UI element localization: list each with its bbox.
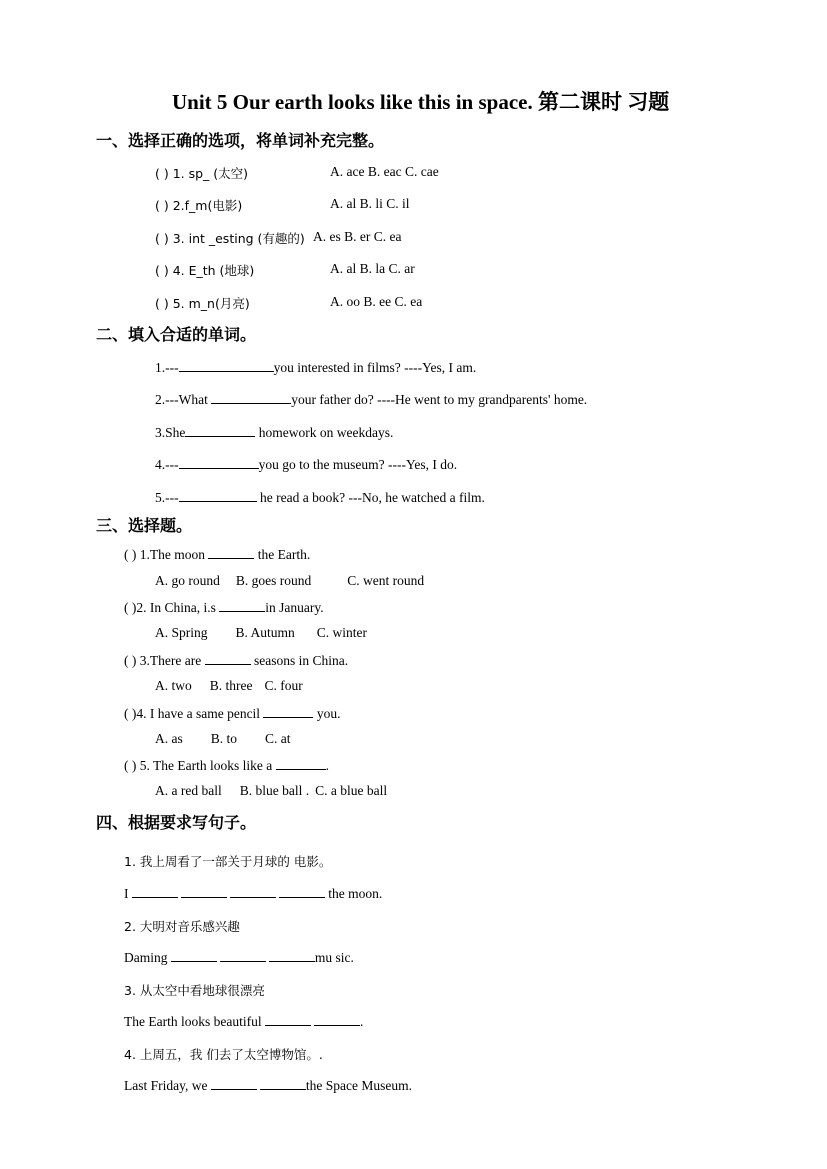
section-4-heading: 四、根据要求写句子。	[96, 813, 257, 832]
answer-blank[interactable]	[211, 391, 291, 404]
s3-q2-options: A. Spring B. Autumn C. winter	[155, 625, 368, 640]
answer-blank[interactable]	[179, 489, 257, 502]
s4-q2-answer: Daming mu sic.	[124, 950, 354, 965]
answer-blank[interactable]	[132, 885, 178, 898]
s4-q4-chinese: 4. 上周五，我 们去了太空博物馆。.	[124, 1047, 323, 1062]
answer-blank[interactable]	[265, 1013, 311, 1026]
answer-blank[interactable]	[179, 359, 274, 372]
s2-item-5: 5.--- he read a book? ---No, he watched a film.	[155, 490, 485, 505]
answer-blank[interactable]	[181, 885, 227, 898]
s1-q2-options: A. al B. li C. il	[330, 196, 410, 211]
answer-blank[interactable]	[263, 705, 313, 718]
s2-item-1: 1.--- you interested in films? ----Yes, I am.	[155, 360, 477, 375]
answer-blank[interactable]	[208, 546, 254, 559]
s1-q5-options: A. oo B. ee C. ea	[330, 294, 423, 309]
s1-q5: ( ) 5. m_n(月亮)	[155, 296, 250, 311]
answer-blank[interactable]	[220, 949, 266, 962]
s3-q1: ( ) 1.The moon the Earth.	[124, 547, 311, 562]
s3-q1-options: A. go round B. goes round C. went round	[155, 573, 425, 588]
answer-blank[interactable]	[219, 599, 265, 612]
s3-q2: ( )2. In China, i.s in January.	[124, 600, 324, 615]
s3-q4: ( )4. I have a same pencil you.	[124, 706, 341, 721]
s4-q1-chinese: 1. 我上周看了一部关于月球的 电影。	[124, 854, 332, 869]
answer-blank[interactable]	[314, 1013, 360, 1026]
s1-q3-options: A. es B. er C. ea	[313, 229, 402, 244]
answer-blank[interactable]	[171, 949, 217, 962]
s4-q3-chinese: 3. 从太空中看地球很漂亮	[124, 983, 265, 998]
section-1-heading: 一、选择正确的选项，将单词补充完整。	[96, 131, 385, 150]
s1-q2: ( ) 2.f_m(电影)	[155, 198, 243, 213]
s4-q1-answer: I the moon.	[124, 886, 383, 901]
s3-q5: ( ) 5. The Earth looks like a .	[124, 758, 329, 773]
answer-blank[interactable]	[279, 885, 325, 898]
s3-q3-options: A. two B. three C. four	[155, 678, 303, 693]
s2-item-3: 3.She homework on weekdays.	[155, 425, 394, 440]
s2-item-4: 4.--- you go to the museum? ----Yes, I do.	[155, 457, 458, 472]
answer-blank[interactable]	[269, 949, 315, 962]
s1-q3: ( ) 3. int _esting (有趣的)	[155, 231, 305, 246]
section-3-heading: 三、选择题。	[96, 516, 193, 535]
answer-blank[interactable]	[179, 456, 259, 469]
s4-q2-chinese: 2. 大明对音乐感兴趣	[124, 919, 240, 934]
s1-q1-options: A. ace B. eac C. cae	[330, 164, 439, 179]
s4-q4-answer: Last Friday, we the Space Museum.	[124, 1078, 412, 1093]
answer-blank[interactable]	[205, 652, 251, 665]
answer-blank[interactable]	[211, 1077, 257, 1090]
answer-blank[interactable]	[260, 1077, 306, 1090]
s4-q3-answer: The Earth looks beautiful .	[124, 1014, 364, 1029]
answer-blank[interactable]	[185, 424, 255, 437]
s3-q3: ( ) 3.There are seasons in China.	[124, 653, 349, 668]
s1-q4: ( ) 4. E_th (地球)	[155, 263, 255, 278]
answer-blank[interactable]	[276, 757, 326, 770]
s1-q1: ( ) 1. sp_ (太空)	[155, 166, 249, 181]
page-title: Unit 5 Our earth looks like this in space. 第二课时 习题	[172, 90, 670, 114]
s3-q5-options: A. a red ball B. blue ball . C. a blue ball	[155, 783, 388, 798]
s1-q4-options: A. al B. la C. ar	[330, 261, 415, 276]
s3-q4-options: A. as B. to C. at	[155, 731, 291, 746]
section-2-heading: 二、填入合适的单词。	[96, 325, 257, 344]
answer-blank[interactable]	[230, 885, 276, 898]
s2-item-2: 2.---What your father do? ----He went to my grandparents' home.	[155, 392, 588, 407]
